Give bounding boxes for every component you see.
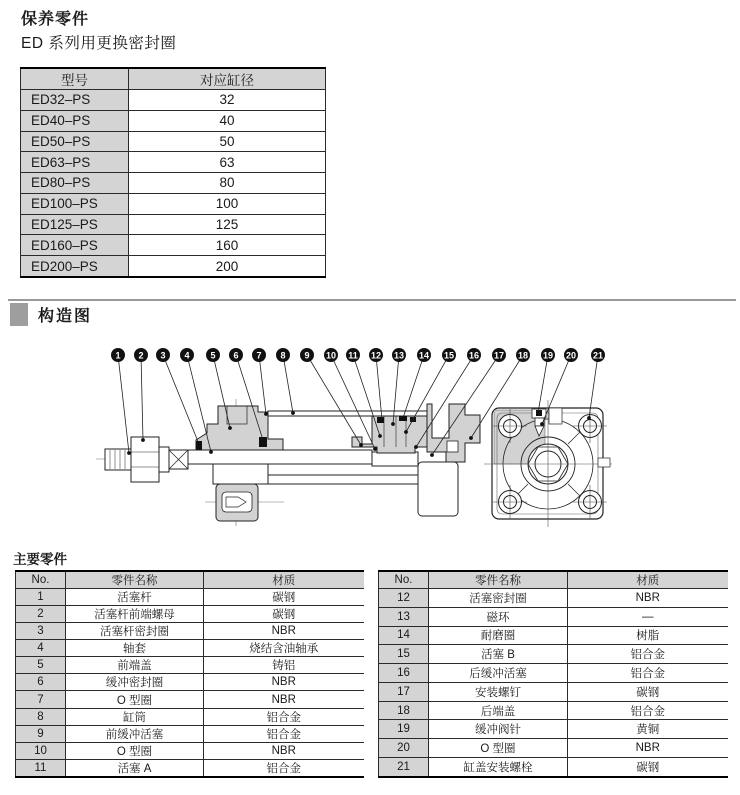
table-cell: 32	[129, 90, 326, 111]
table-cell: 17	[379, 682, 429, 701]
callout-target-dot-8	[291, 411, 295, 415]
table-cell: ED63–PS	[21, 152, 129, 173]
table-cell: 缓冲密封圈	[66, 674, 204, 691]
table-cell: 活塞杆前端螺母	[66, 606, 204, 623]
table-cell: 2	[16, 606, 66, 623]
table-cell: 缸筒	[66, 708, 204, 725]
table-cell: 100	[129, 193, 326, 214]
callout-number-16: 16	[468, 350, 480, 361]
column-header: No.	[16, 571, 66, 589]
table-cell: 轴套	[66, 640, 204, 657]
table-cell: 活塞密封圈	[429, 589, 568, 608]
construction-section-title: 构造图	[38, 308, 93, 325]
table-cell: O 型圈	[66, 691, 204, 708]
table-row	[21, 173, 326, 194]
tube-lower-wall	[268, 475, 418, 484]
table-cell: 11	[16, 759, 66, 777]
callout-number-19: 19	[542, 350, 554, 361]
table-cell: 后端盖	[429, 701, 568, 720]
table-row	[379, 626, 728, 645]
rod-end-nut	[131, 437, 159, 482]
table-cell: 烧结含油轴承	[204, 640, 364, 657]
table-cell: 16	[379, 664, 429, 683]
callout-target-dot-21	[587, 416, 591, 420]
table-row	[16, 657, 364, 674]
table-cell: 铝合金	[204, 725, 364, 742]
callout-target-dot-16	[414, 445, 418, 449]
table-cell: 8	[16, 708, 66, 725]
table-row	[21, 152, 326, 173]
callout-leader-4	[187, 355, 211, 452]
table-cell: 前端盖	[66, 657, 204, 674]
callout-leader-14	[403, 355, 424, 418]
front-mounting-foot	[216, 484, 258, 521]
table-cell: 铝合金	[568, 701, 728, 720]
callout-number-1: 1	[115, 350, 121, 361]
callout-target-dot-14	[401, 416, 405, 420]
table-cell: ED40–PS	[21, 110, 129, 131]
table-cell: 活塞 B	[429, 645, 568, 664]
callout-leader-2	[141, 355, 143, 440]
callout-leader-8	[283, 355, 293, 413]
callout-number-11: 11	[348, 350, 358, 361]
callout-target-dot-19	[536, 411, 540, 415]
cylinder-cross-section	[96, 399, 480, 526]
table-row	[21, 193, 326, 214]
callout-number-12: 12	[370, 350, 382, 361]
table-cell: 63	[129, 152, 326, 173]
table-cell: 3	[16, 623, 66, 640]
table-cell: 缸盖安装螺栓	[429, 758, 568, 777]
main-parts-table-left	[15, 570, 364, 778]
rod-wrench-flat	[169, 450, 188, 469]
table-cell: 活塞 A	[66, 759, 204, 777]
table-row	[21, 256, 326, 278]
table-cell: 200	[129, 256, 326, 278]
callout-number-10: 10	[325, 350, 337, 361]
mounting-screw	[447, 441, 458, 452]
callout-leader-19	[538, 355, 548, 413]
table-cell: ED200–PS	[21, 256, 129, 278]
callout-target-dot-12	[380, 418, 384, 422]
table-cell: ED50–PS	[21, 131, 129, 152]
callout-target-dot-10	[373, 447, 377, 451]
column-header: 型号	[21, 68, 129, 90]
table-row	[16, 725, 364, 742]
table-cell: 磁环	[429, 607, 568, 626]
table-row	[379, 682, 728, 701]
callout-number-20: 20	[565, 350, 577, 361]
table-row	[16, 708, 364, 725]
callout-number-5: 5	[210, 350, 216, 361]
callout-target-dot-6	[261, 438, 265, 442]
table-cell: NBR	[568, 739, 728, 758]
table-cell: 18	[379, 701, 429, 720]
table-cell: 6	[16, 674, 66, 691]
table-cell: ED32–PS	[21, 90, 129, 111]
table-row	[16, 674, 364, 691]
seal-replacement-table	[20, 67, 326, 278]
table-cell: 铝合金	[204, 759, 364, 777]
table-cell: 13	[379, 607, 429, 626]
table-cell: NBR	[568, 589, 728, 608]
callout-target-dot-3	[197, 442, 201, 446]
table-cell: ED100–PS	[21, 193, 129, 214]
table-cell: 50	[129, 131, 326, 152]
table-cell: ED160–PS	[21, 235, 129, 256]
callout-leader-9	[307, 355, 361, 445]
table-cell: 活塞杆	[66, 589, 204, 606]
column-header: 材质	[204, 571, 364, 589]
table-cell: 19	[379, 720, 429, 739]
callout-target-dot-11	[378, 434, 382, 438]
rear-mounting-boss	[418, 462, 458, 516]
callout-number-9: 9	[304, 350, 310, 361]
table-row	[379, 758, 728, 777]
table-cell: 铸铝	[204, 657, 364, 674]
table-cell: 铝合金	[568, 645, 728, 664]
table-cell: NBR	[204, 674, 364, 691]
callout-target-dot-5	[228, 426, 232, 430]
table-row	[21, 235, 326, 256]
main-parts-table-right	[378, 570, 728, 778]
callout-target-dot-20	[540, 422, 544, 426]
callout-number-3: 3	[160, 350, 166, 361]
callout-leader-1	[118, 355, 129, 453]
piston-rod	[188, 450, 372, 464]
table-cell: 碳钢	[568, 682, 728, 701]
table-cell: ED125–PS	[21, 214, 129, 235]
callout-number-14: 14	[418, 350, 430, 361]
callout-target-dot-15	[404, 430, 408, 434]
table-row	[379, 607, 728, 626]
table-cell: NBR	[204, 623, 364, 640]
table-cell: 后缓冲活塞	[429, 664, 568, 683]
callout-target-dot-18	[469, 436, 473, 440]
callout-target-dot-4	[209, 450, 213, 454]
construction-diagram	[0, 330, 740, 580]
table-cell: ED80–PS	[21, 173, 129, 194]
table-row	[379, 645, 728, 664]
table-cell: 4	[16, 640, 66, 657]
table-cell: 耐磨圈	[429, 626, 568, 645]
table-cell: 前缓冲活塞	[66, 725, 204, 742]
callout-number-8: 8	[280, 350, 286, 361]
table-row	[21, 214, 326, 235]
table-cell: 40	[129, 110, 326, 131]
callout-number-17: 17	[493, 350, 505, 361]
table-row	[379, 664, 728, 683]
table-row	[21, 90, 326, 111]
main-parts-title: 主要零件	[13, 552, 67, 567]
table-cell: —	[568, 607, 728, 626]
table-row	[16, 759, 364, 777]
table-cell: 14	[379, 626, 429, 645]
table-cell: 160	[129, 235, 326, 256]
table-cell: 黄铜	[568, 720, 728, 739]
table-row	[16, 742, 364, 759]
table-cell: 5	[16, 657, 66, 674]
callout-target-dot-9	[359, 443, 363, 447]
callout-number-7: 7	[256, 350, 262, 361]
table-cell: 铝合金	[204, 708, 364, 725]
section-divider-rule	[8, 299, 736, 301]
table-row	[379, 589, 728, 608]
callout-leader-7	[259, 355, 266, 414]
table-cell: 碳钢	[568, 758, 728, 777]
table-cell: 碳钢	[204, 606, 364, 623]
callout-target-dot-13	[391, 422, 395, 426]
callout-target-dot-17	[430, 453, 434, 457]
column-header: No.	[379, 571, 429, 589]
callout-number-18: 18	[517, 350, 529, 361]
callout-leader-11	[353, 355, 380, 436]
table-cell: 安装螺钉	[429, 682, 568, 701]
callout-number-4: 4	[184, 350, 190, 361]
table-cell: 125	[129, 214, 326, 235]
cushion-sleeve	[372, 452, 418, 466]
callout-number-2: 2	[138, 350, 144, 361]
table-cell: 20	[379, 739, 429, 758]
callout-target-dot-7	[264, 412, 268, 416]
callout-leader-3	[163, 355, 199, 444]
column-header: 对应缸径	[129, 68, 326, 90]
callout-number-6: 6	[233, 350, 239, 361]
table-cell: O 型圈	[66, 742, 204, 759]
section-marker-square	[10, 303, 28, 326]
table-row	[16, 623, 364, 640]
callout-number-15: 15	[443, 350, 455, 361]
column-header: 零件名称	[429, 571, 568, 589]
table-row	[16, 691, 364, 708]
table-cell: 7	[16, 691, 66, 708]
callout-number-21: 21	[592, 350, 604, 361]
table-row	[21, 110, 326, 131]
page-title: 保养零件	[21, 11, 90, 28]
callout-leader-12	[376, 355, 382, 420]
table-cell: 树脂	[568, 626, 728, 645]
piston-rod-thread	[105, 449, 131, 470]
table-cell: NBR	[204, 742, 364, 759]
rod-collar	[159, 447, 169, 472]
table-row	[16, 606, 364, 623]
column-header: 零件名称	[66, 571, 204, 589]
page-subtitle: ED 系列用更换密封圈	[21, 35, 177, 52]
front-cover-lower	[213, 464, 268, 484]
callout-target-dot-2	[141, 438, 145, 442]
table-row	[379, 701, 728, 720]
table-row	[16, 640, 364, 657]
table-cell: 1	[16, 589, 66, 606]
table-cell: 铝合金	[568, 664, 728, 683]
table-cell: 15	[379, 645, 429, 664]
table-cell: NBR	[204, 691, 364, 708]
rear-end-cover	[427, 404, 480, 462]
table-cell: O 型圈	[429, 739, 568, 758]
table-cell: 12	[379, 589, 429, 608]
table-cell: 80	[129, 173, 326, 194]
table-row	[16, 589, 364, 606]
table-cell: 9	[16, 725, 66, 742]
callout-target-dot-1	[127, 451, 131, 455]
table-cell: 活塞杆密封圈	[66, 623, 204, 640]
callout-number-13: 13	[393, 350, 405, 361]
table-row	[379, 720, 728, 739]
cylinder-end-view	[484, 400, 612, 527]
table-cell: 10	[16, 742, 66, 759]
table-cell: 21	[379, 758, 429, 777]
table-cell: 碳钢	[204, 589, 364, 606]
table-cell: 缓冲阀针	[429, 720, 568, 739]
column-header: 材质	[568, 571, 728, 589]
table-row	[379, 739, 728, 758]
table-row	[21, 131, 326, 152]
